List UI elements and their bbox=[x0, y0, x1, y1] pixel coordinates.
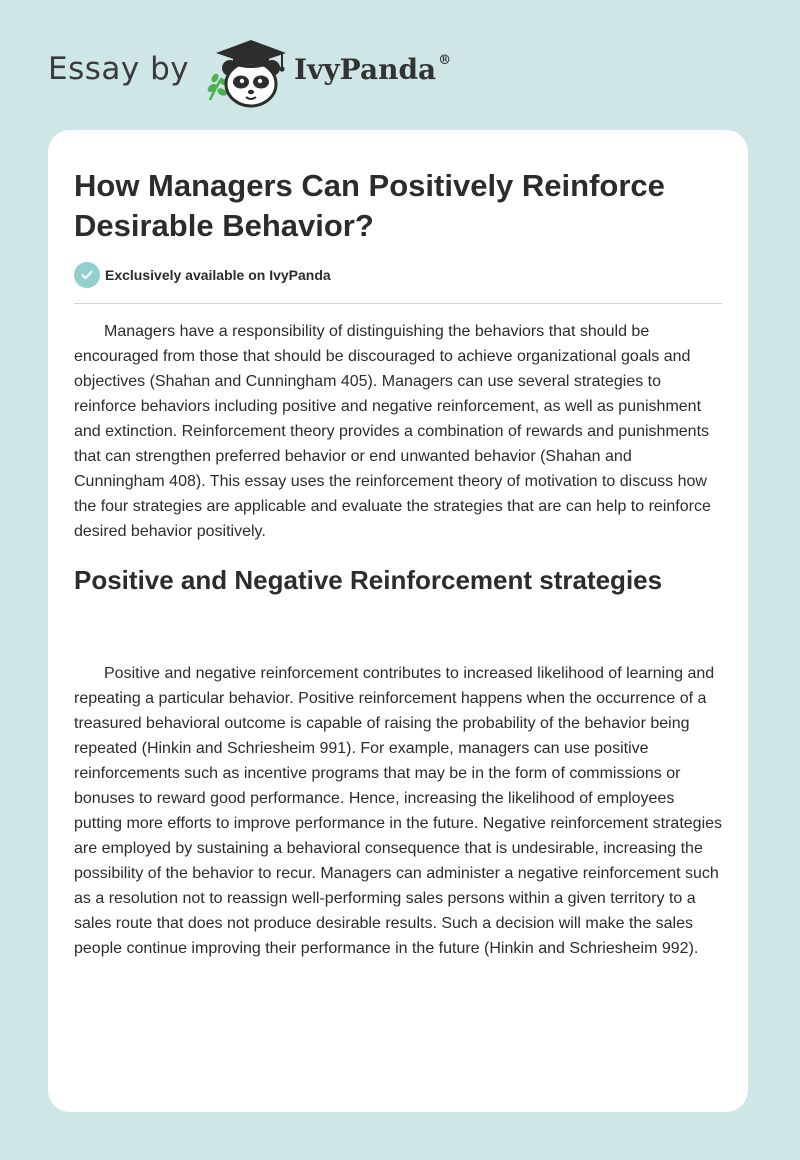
intro-paragraph: Managers have a responsibility of distinguishing the behaviors that should be encouraged from those that should be discouraged to achieve organizational goals and objectives (Shahan and Cunningham 405). Managers can use several strategies to reinforce behaviors including positive and negative reinforcement, as well as punishment and extinction. Reinforcement theory provides a combination of rewards and punishments that can strengthen preferred behavior or end unwanted behavior (Shahan and Cunningham 408). This essay uses the reinforcement theory of motivation to discuss how the four strategies are applicable and evaluate the strategies that are can help to reinforce desired behavior positively. bbox=[74, 323, 711, 540]
brand-prefix: Essay by bbox=[48, 51, 190, 87]
page-title: How Managers Can Positively Reinforce Desirable Behavior? bbox=[74, 168, 665, 243]
brand-name: IvyPanda ® bbox=[294, 53, 452, 86]
section-heading: Positive and Negative Reinforcement strategies bbox=[74, 565, 663, 595]
section-paragraph: Positive and negative reinforcement contributes to increased likelihood of learning and repeating a particular behavior. Positive reinforcement happens when the occurrence of a treasured behavioral outcome is capable of raising the probability of the behavior being repeated (Hinkin and Schriesheim 991). For example, managers can use positive reinforcements such as incentive programs that may be in the form of commissions or bonuses to reward good performance. Hence, increasing the likelihood of employees putting more efforts to improve performance in the future. Negative reinforcement strategies are employed by sustaining a behavioral consequence that is undesirable, increasing the possibility of the behavior to recur. Managers can administer a negative reinforcement such as a resolution not to reassign well-performing sales persons within a given territory to a sales route that does not produce desirable results. Such a decision will make the sales people continue improving their performance in the future (Hinkin and Schriesheim 992). bbox=[74, 665, 723, 957]
essay-card bbox=[48, 130, 748, 1112]
divider bbox=[74, 303, 722, 304]
exclusive-label: Exclusively available on IvyPanda bbox=[105, 267, 331, 283]
check-circle-icon bbox=[74, 262, 100, 288]
exclusive-badge bbox=[74, 262, 331, 288]
brand-header[interactable] bbox=[48, 34, 468, 114]
registered-mark: ® bbox=[438, 53, 452, 68]
panda-graduate-icon bbox=[200, 34, 296, 110]
